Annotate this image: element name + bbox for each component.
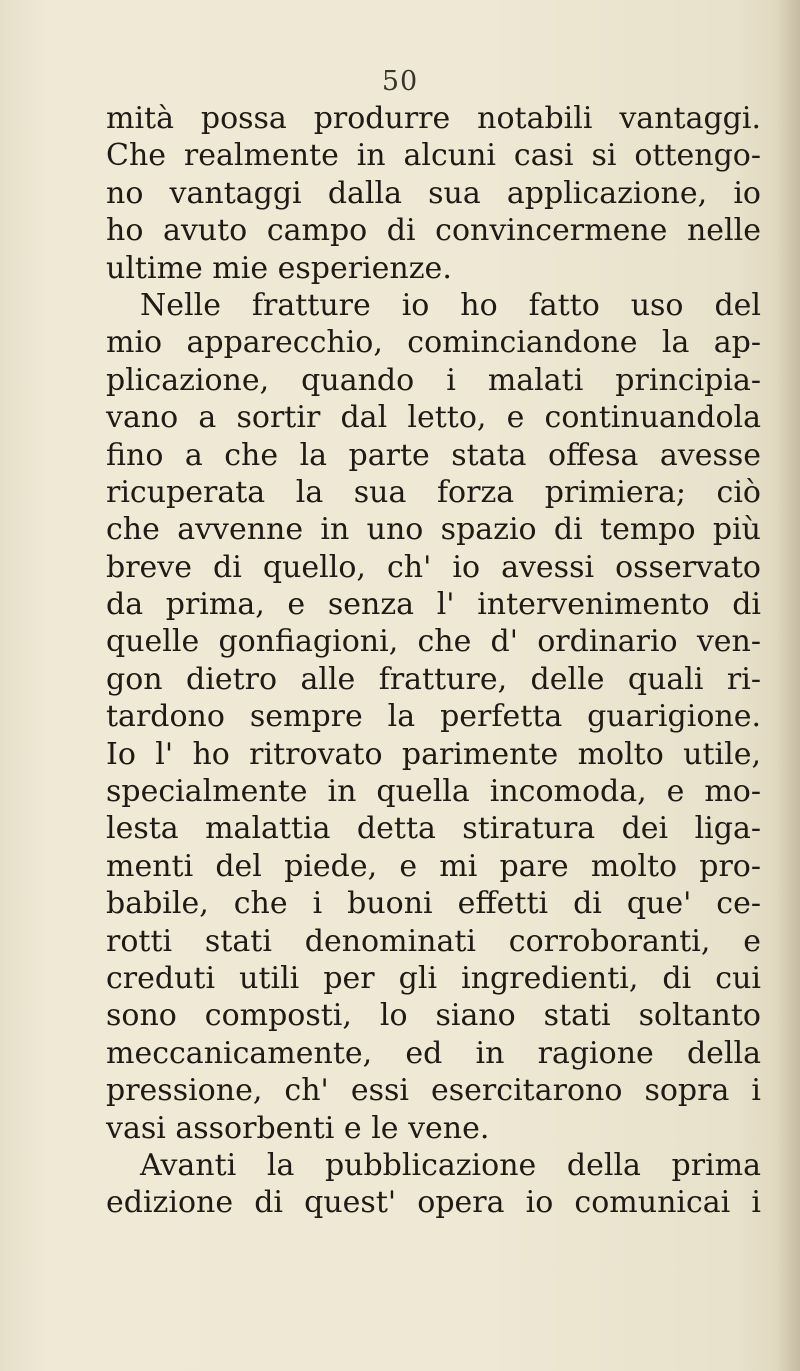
page-edge-shadow bbox=[776, 0, 800, 1371]
text-line: menti del piede, e mi pare molto pro- bbox=[106, 848, 761, 884]
text-line: ricuperata la sua forza primiera; ciò bbox=[106, 474, 761, 510]
text-line: ultime mie esperienze. bbox=[106, 250, 452, 286]
text-line: gon dietro alle fratture, delle quali ri- bbox=[106, 661, 761, 697]
text-line: lesta malattia detta stiratura dei liga- bbox=[106, 811, 761, 847]
text-line: mità possa produrre notabili vantaggi. bbox=[106, 101, 761, 136]
text-line: Che realmente in alcuni casi si ottengo- bbox=[106, 138, 761, 174]
text-line: no vantaggi dalla sua applicazione, io bbox=[106, 175, 761, 211]
text-line: mio apparecchio, cominciandone la ap- bbox=[106, 325, 761, 361]
text-line: Avanti la pubblicazione della prima bbox=[140, 1147, 761, 1183]
text-line: specialmente in quella incomoda, e mo- bbox=[106, 774, 761, 810]
text-line: quelle gonfiagioni, che d' ordinario ven- bbox=[106, 624, 761, 660]
text-line: vasi assorbenti e le vene. bbox=[106, 1110, 490, 1146]
text-line: ho avuto campo di convincermene nelle bbox=[106, 213, 761, 249]
text-line: che avvenne in uno spazio di tempo più bbox=[106, 512, 761, 548]
text-line: sono composti, lo siano stati soltanto bbox=[106, 998, 761, 1034]
text-line: creduti utili per gli ingredienti, di cui bbox=[106, 960, 761, 996]
text-line: vano a sortir dal letto, e continuandola bbox=[106, 400, 761, 436]
text-line: babile, che i buoni effetti di que' ce- bbox=[106, 886, 761, 922]
text-line: fino a che la parte stata offesa avesse bbox=[106, 437, 761, 473]
text-line: edizione di quest' opera io comunicai i bbox=[106, 1185, 761, 1221]
body-text bbox=[106, 100, 761, 1222]
text-line: rotti stati denominati corroboranti, e bbox=[106, 923, 761, 959]
text-line: pressione, ch' essi esercitarono sopra i bbox=[106, 1073, 761, 1109]
text-line: da prima, e senza l' intervenimento di bbox=[106, 587, 761, 623]
text-line: Nelle fratture io ho fatto uso del bbox=[140, 287, 761, 323]
text-line: tardono sempre la perfetta guarigione. bbox=[106, 699, 761, 735]
text-line: Io l' ho ritrovato parimente molto utile, bbox=[106, 736, 761, 772]
text-line: breve di quello, ch' io avessi osservato bbox=[106, 549, 761, 585]
text-line: plicazione, quando i malati principia- bbox=[106, 362, 761, 398]
page-number: 50 bbox=[381, 66, 419, 97]
text-line: meccanicamente, ed in ragione della bbox=[106, 1035, 761, 1071]
